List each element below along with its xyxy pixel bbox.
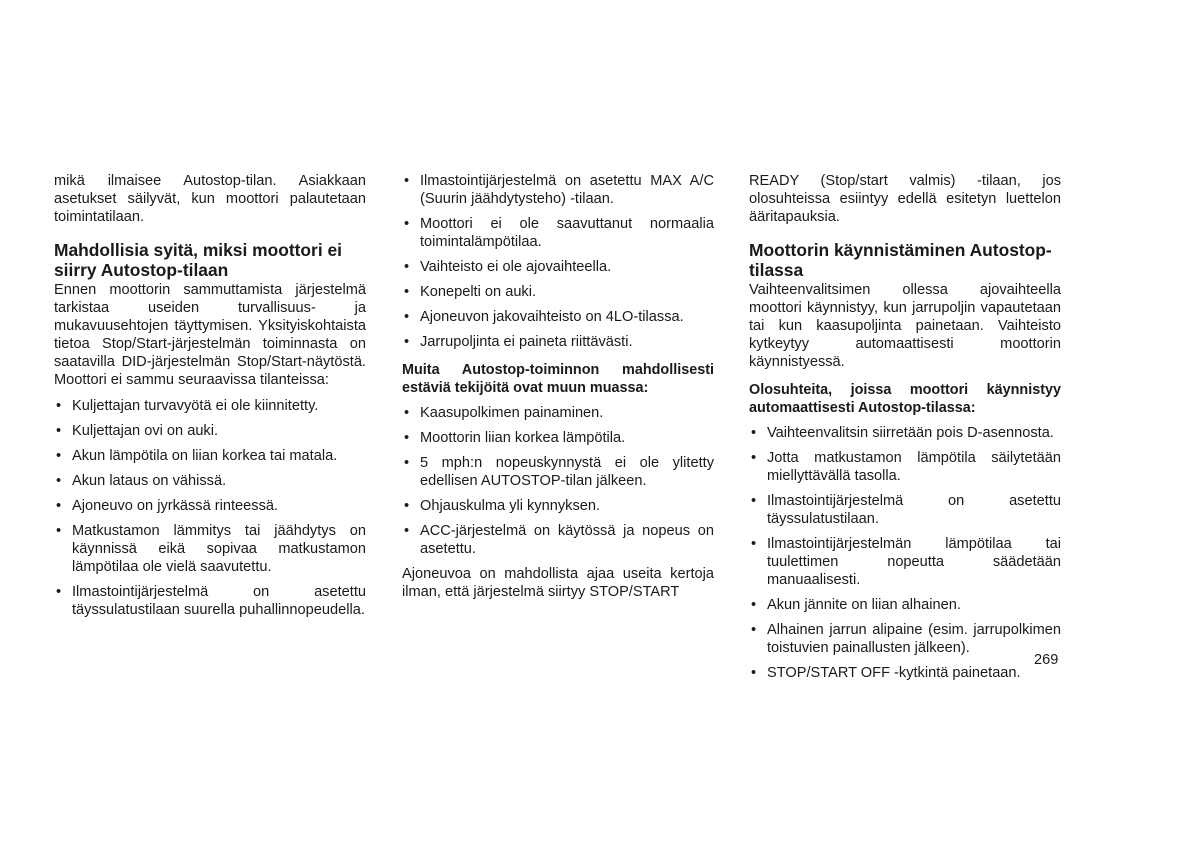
list-item-text: Kaasupolkimen painaminen.: [420, 405, 604, 421]
bullet-icon: •: [56, 498, 62, 514]
bullet-icon: •: [404, 309, 410, 325]
bullet-icon: •: [56, 448, 62, 464]
bullet-icon: •: [404, 216, 410, 232]
subheading-auto-start-conditions: Olosuhteita, joissa moottori käynnistyy automaattisesti Autostop-tilassa:: [749, 382, 1061, 416]
list-item-text: 5 mph:n nopeuskynnystä ei ole ylitetty edellisen AUTOSTOP-tilan jälkeen.: [420, 455, 714, 489]
list-item-text: Konepelti on auki.: [420, 284, 537, 300]
list-item: [54, 497, 366, 515]
list-item-text: Ilmastointijärjestelmä on asetettu täyssulatustilaan.: [767, 493, 1061, 527]
body-paragraph: Ennen moottorin sammuttamista järjestelmä tarkistaa useiden turvallisuus- ja mukavuusehtojen täyttymisen. Yksityiskohtaista tietoa Stop/Start-järjestelmän toiminnasta on saatavilla DID-järjestelmän Stop/Start-näytöstä. Moottori ei sammu seuraavissa tilanteissa:: [54, 282, 366, 388]
bullet-icon: •: [404, 284, 410, 300]
list-item-text: Ilmastointijärjestelmä on asetettu täyssulatustilaan suurella puhallinnopeudella.: [72, 584, 366, 618]
list-item: [749, 664, 1061, 682]
list-item-text: ACC-järjestelmä on käytössä ja nopeus on asetettu.: [420, 523, 714, 557]
section-heading-engine-start: Moottorin käynnistäminen Autostop-tilassa: [749, 240, 1052, 280]
column-left: [54, 172, 366, 626]
list-item: [749, 492, 1061, 528]
bullet-icon: •: [751, 622, 757, 638]
list-item-text: Akun lämpötila on liian korkea tai matala.: [72, 448, 338, 464]
list-item-text: Kuljettajan ovi on auki.: [72, 423, 219, 439]
bullet-icon: •: [751, 493, 757, 509]
list-item: [749, 424, 1061, 442]
list-item: [402, 497, 714, 515]
list-item-text: Ajoneuvon jakovaihteisto on 4LO-tilassa.: [420, 309, 684, 325]
list-item: [54, 447, 366, 465]
list-item: [402, 333, 714, 351]
list-item-text: Jarrupoljinta ei paineta riittävästi.: [420, 334, 633, 350]
list-item-text: Moottori ei ole saavuttanut normaalia toimintalämpötilaa.: [420, 216, 714, 250]
bullet-icon: •: [751, 536, 757, 552]
list-item-text: Jotta matkustamon lämpötila säilytetään miellyttävällä tasolla.: [767, 450, 1061, 484]
intro-paragraph: READY (Stop/start valmis) -tilaan, jos olosuhteissa esiintyy edellä esitetyn luettelon ääritapauksia.: [749, 173, 1061, 225]
list-item: [749, 449, 1061, 485]
section-heading-autostop-reasons: Mahdollisia syitä, miksi moottori ei siirry Autostop-tilaan: [54, 240, 342, 280]
bullet-icon: •: [56, 523, 62, 539]
bullet-icon: •: [404, 523, 410, 539]
intro-paragraph: mikä ilmaisee Autostop-tilan. Asiakkaan asetukset säilyvät, kun moottori palautetaan toimintatilaan.: [54, 173, 366, 225]
list-item-text: Akun lataus on vähissä.: [72, 473, 227, 489]
list-item-text: Ilmastointijärjestelmä on asetettu MAX A/C (Suurin jäähdytysteho) -tilaan.: [420, 173, 714, 207]
bullet-icon: •: [751, 597, 757, 613]
list-item-text: Ohjauskulma yli kynnyksen.: [420, 498, 601, 514]
list-item-text: Akun jännite on liian alhainen.: [767, 597, 961, 613]
bullet-icon: •: [404, 334, 410, 350]
list-item: [402, 522, 714, 558]
condition-list: [54, 397, 366, 619]
bullet-icon: •: [56, 398, 62, 414]
list-item-text: Matkustamon lämmitys tai jäähdytys on käynnissä eikä sopivaa matkustamon lämpötilaa ole vielä saavutettu.: [72, 523, 366, 575]
bullet-icon: •: [404, 430, 410, 446]
list-item-text: Vaihteisto ei ole ajovaihteella.: [420, 259, 612, 275]
list-item: [749, 535, 1061, 589]
subheading-other-factors: Muita Autostop-toiminnon mahdollisesti estäviä tekijöitä ovat muun muassa:: [402, 362, 714, 396]
bullet-icon: •: [404, 259, 410, 275]
list-item-text: Ilmastointijärjestelmän lämpötilaa tai tuulettimen nopeutta säädetään manuaalisesti.: [767, 536, 1061, 588]
auto-start-list: [749, 424, 1061, 682]
bullet-icon: •: [751, 425, 757, 441]
bullet-icon: •: [404, 455, 410, 471]
list-item: [54, 397, 366, 415]
list-item: [54, 472, 366, 490]
bullet-icon: •: [404, 173, 410, 189]
bullet-icon: •: [751, 450, 757, 466]
bullet-icon: •: [56, 584, 62, 600]
list-item: [402, 454, 714, 490]
condition-list: [402, 172, 714, 351]
list-item-text: STOP/START OFF -kytkintä painetaan.: [767, 665, 1021, 681]
list-item-text: Vaihteenvalitsin siirretään pois D-asennosta.: [767, 425, 1054, 441]
list-item: [402, 172, 714, 208]
body-paragraph: Vaihteenvalitsimen ollessa ajovaihteella moottori käynnistyy, kun jarrupoljin vapautetaan tai kun kaasupoljinta painetaan. Vaihteisto kytkeytyy automaattisesti moottorin käynnistyessä.: [749, 282, 1061, 370]
page-number: 269: [1034, 652, 1059, 668]
list-item: [749, 621, 1061, 657]
column-right: [749, 172, 1061, 689]
bullet-icon: •: [404, 498, 410, 514]
list-item: [402, 404, 714, 422]
bullet-icon: •: [404, 405, 410, 421]
list-item-text: Kuljettajan turvavyötä ei ole kiinnitetty.: [72, 398, 319, 414]
bullet-icon: •: [56, 473, 62, 489]
outro-paragraph: Ajoneuvoa on mahdollista ajaa useita kertoja ilman, että järjestelmä siirtyy STOP/START: [402, 566, 714, 600]
list-item-text: Ajoneuvo on jyrkässä rinteessä.: [72, 498, 279, 514]
factor-list: [402, 404, 714, 558]
bullet-icon: •: [751, 665, 757, 681]
list-item-text: Alhainen jarrun alipaine (esim. jarrupolkimen toistuvien painallusten jälkeen).: [767, 622, 1061, 656]
list-item: [402, 429, 714, 447]
list-item: [402, 308, 714, 326]
list-item: [54, 422, 366, 440]
list-item: [54, 583, 366, 619]
list-item: [54, 522, 366, 576]
bullet-icon: •: [56, 423, 62, 439]
list-item: [402, 283, 714, 301]
list-item: [749, 596, 1061, 614]
list-item: [402, 215, 714, 251]
list-item: [402, 258, 714, 276]
column-middle: [402, 172, 714, 609]
list-item-text: Moottorin liian korkea lämpötila.: [420, 430, 626, 446]
